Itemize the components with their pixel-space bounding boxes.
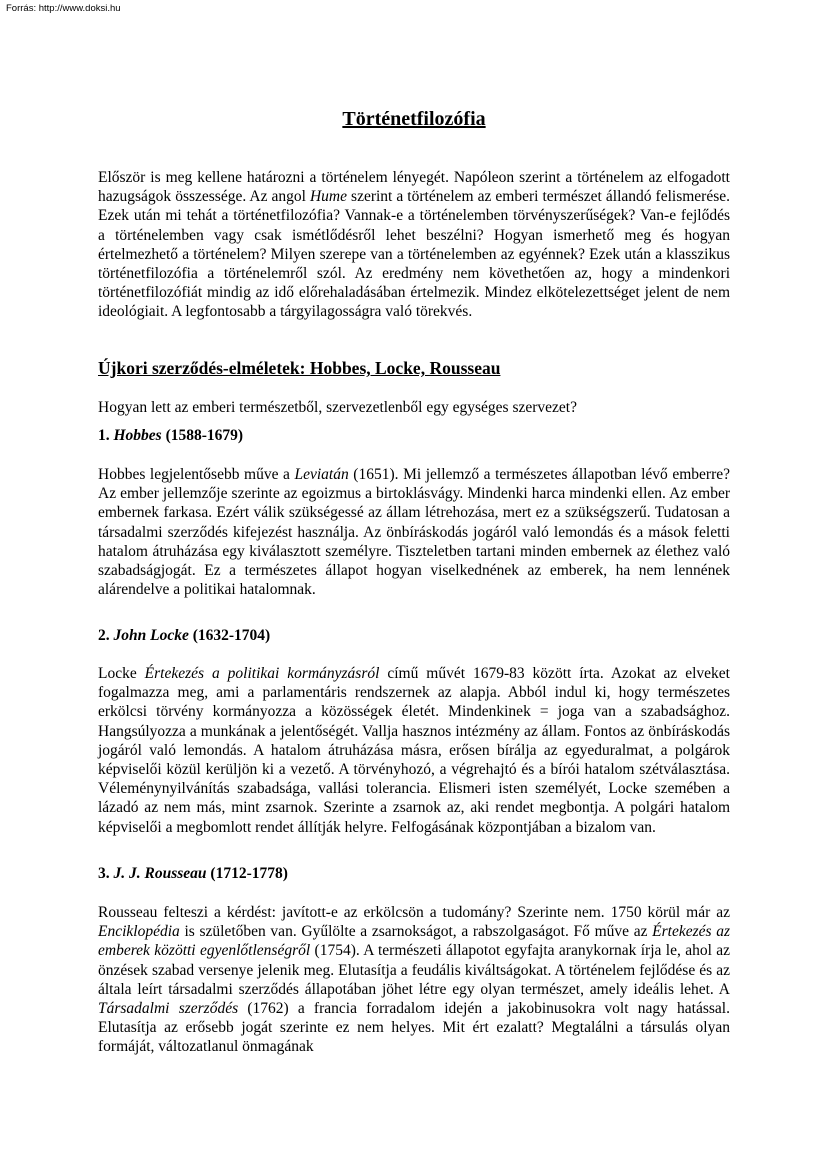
locke-heading: [98, 626, 270, 645]
locke-work: Értekezés a politikai kormányzásról: [144, 665, 380, 682]
rousseau-text-1: Rousseau felteszi a kérdést: javított-e az erkölcsön a tudomány? Szerinte nem. 1750 körül már az: [98, 904, 730, 921]
intro-text-c: szerint a történelem az emberi természet állandó felismerése. Ezek után mi tehát a történetfilozófia? Vannak-e a történelemben törvényszerűségek? Van-e fejlődés a történelemben vagy csak ismétlődésről lehet beszélni? Hogyan ismerhető meg és hogyan értelmezhető a történelem? Milyen szerepe van a történelemben az egyénnek? Ezek után a klasszikus történetfilozófia a történelemről szól. Az eredmény nem követhetően az, hogy a mindenkori történetfilozófiát mindig az idő előrehaladásában értelmezik. Mindez elkötelezettséget jelent de nem ideológiait. A legfontosabb a tárgyilagosságra való törekvés.: [98, 188, 730, 321]
source-line: Forrás: http://www.doksi.hu: [6, 3, 121, 14]
page-title: Történetfilozófia: [342, 108, 486, 130]
hobbes-heading: [98, 426, 243, 445]
rousseau-text-2: is születőben van. Gyűlölte a zsarnokságot, a rabszolgaságot. Fő műve az: [179, 923, 653, 941]
question-line: Hogyan lett az emberi természetből, szervezetlenből egy egységes szervezet?: [98, 399, 577, 416]
rousseau-num: 3.: [98, 865, 114, 882]
rousseau-text-4: (1762) a francia forradalom idején a jakobinusokra volt nagy hatással. Elutasítja az erősebb jogát szerinte ez nem helyes. Mit ért ezalatt? Megtalálni a társulás olyan formáját, változatlanul önmagának: [98, 1000, 730, 1056]
locke-years: (1632-1704): [188, 627, 271, 644]
locke-text-2: című művét 1679-83 között írta. Azokat az elveket fogalmazza meg, ami a parlamentáris rendszernek az alapja. Abból indul ki, hogy természetes erkölcsi törvény kormányozza a közösségek életét. Mindenkinek = joga van a szabadsághoz. Hangsúlyozza a munkának a jelentőségét. Valljа hasznos intézmény az állam. Fontos az önbíráskodás jogáról való lemondás. A hatalom átruházása másra, erősen bírálja az egyeduralmat, a polgárok képviselői közül kerüljön ki a vezető. A törvényhozó, a végrehajtó és a bírói hatalom szétválasztása. Véleménynyilvánítás szabadsága, vallási tolerancia. Elismeri isten személyét, Locke szemében a lázadó az nem más, mint zsarnok. Szerinte a zsarnok az, aki rendet megbontja. A polgári hatalom képviselői a megbomlott rendet állítják helyre. Felfogásának központjában a bizalom van.: [98, 665, 730, 836]
intro-hume: Hume: [309, 188, 348, 206]
hobbes-num: 1.: [98, 427, 114, 444]
rousseau-paragraph: [98, 903, 730, 1057]
hobbes-name: Hobbes: [113, 427, 162, 444]
hobbes-text-2: (1651). Mi jellemző a természetes állapotban lévő emberre? Az ember jellemzője szerinte az egoizmus a birtoklásvágy. Mindenki harca mindenki ellen. Az ember embernek farkasa. Ezért válik szükségessé az állam létrehozása, mert ez a szükségszerű. Tudatosan a társadalmi szerződés kifejezést használja. Az önbíráskodás jogáról való lemondás és a mások feletti hatalom átruházása egy kiválasztott személyre. Tiszteletben tartani minden embernek az élethez való szabadságjogát. Ez a természetes állapot hogyan viselkednének az emberek, ha nem lennének alárendelve a politikai hatalomnak.: [98, 466, 731, 599]
rousseau-work-2: Értekezés az emberek közötti egyenlőtlenségről: [98, 923, 730, 960]
locke-num: 2.: [98, 627, 114, 644]
locke-name: John Locke: [113, 627, 189, 644]
rousseau-heading: [98, 864, 288, 883]
locke-text-1: Locke: [98, 665, 145, 682]
rousseau-name: J. J. Rousseau: [113, 865, 207, 882]
hobbes-work: Leviatán: [294, 466, 349, 483]
hobbes-years: (1588-1679): [161, 427, 244, 444]
rousseau-work-3: Társadalmi szerződés: [98, 1000, 239, 1018]
rousseau-years: (1712-1778): [206, 865, 288, 882]
intro-paragraph: [98, 168, 730, 322]
rousseau-text-3: (1754). A természeti állapotot egyfajta aranykornak írja le, ahol az önzések szabad versenye jelenik meg. Elutasítja a feudális kiváltságokat. A történelem fejlődése és az általa leírt társadalmi szerződés állapotában jöhet létre egy olyan természet, amely ideális lehet. A: [98, 942, 731, 998]
locke-paragraph: [98, 664, 730, 837]
hobbes-paragraph: [98, 465, 730, 599]
hobbes-text-1: Hobbes legjelentősebb műve a: [98, 466, 295, 483]
section-heading: Újkori szerződés-elméletek: Hobbes, Locke, Rousseau: [98, 358, 501, 378]
rousseau-work-1: Enciklopédia: [98, 923, 180, 941]
intro-text-a: Először is meg kellene határozni a történelem lényegét. Napóleon szerint a történelem az elfogadott hazugságok összessége. Az angol: [98, 169, 730, 206]
